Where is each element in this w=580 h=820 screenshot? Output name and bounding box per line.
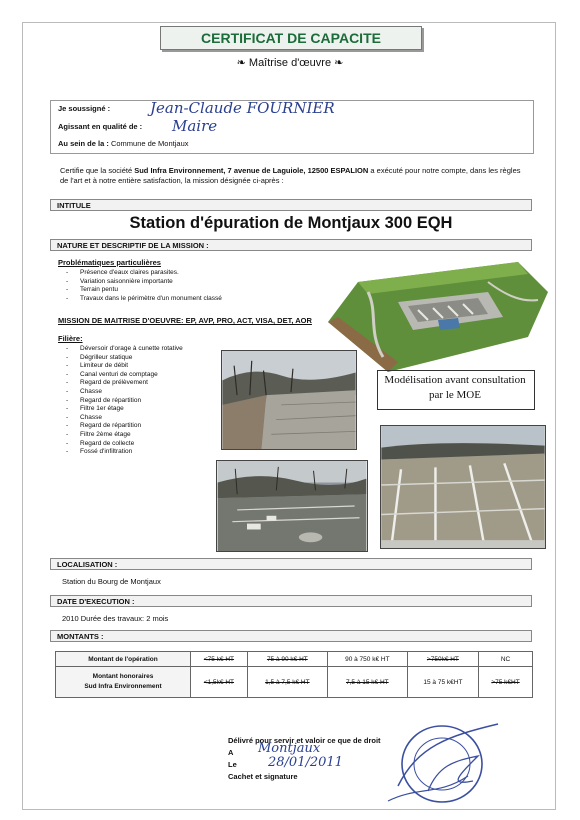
date-sign-label: Le (228, 760, 237, 769)
operation-range-4: >750k€ HT (407, 652, 478, 667)
list-item: - Canal venturi de comptage (66, 371, 216, 380)
certificate-subtitle: ❧ Maîtrise d'œuvre ❧ (236, 57, 344, 69)
site-photo-filters (216, 460, 368, 552)
date-bar: DATE D'EXECUTION : (50, 595, 532, 607)
localisation-value: Station du Bourg de Montjaux (62, 577, 161, 586)
site-photo-filter-detail (380, 425, 546, 549)
fees-range-2: 1,5 à 7,5 k€ HT (247, 667, 327, 698)
list-item: - Chasse (66, 388, 216, 397)
intitule-bar: INTITULE (50, 199, 532, 211)
ornament-right-icon: ❧ (334, 57, 344, 69)
date-value: 2010 Durée des travaux: 2 mois (62, 614, 169, 623)
list-item: - Regard de répartition (66, 397, 216, 406)
table-row (56, 652, 533, 667)
name-label: Je soussigné : (58, 104, 111, 113)
fees-range-4: 15 à 75 k€HT (407, 667, 478, 698)
fees-range-5: >75 k€HT (479, 667, 533, 698)
list-item: - Chasse (66, 414, 216, 423)
list-item: - Dégrilleur statique (66, 354, 216, 363)
list-item: - Terrain pentu (66, 286, 316, 295)
list-item: - Déversoir d'orage à cunette rotative (66, 345, 216, 354)
role-value: Maire (172, 117, 218, 135)
problems-heading: Problématiques particulières (58, 258, 161, 267)
intitule-title: Station d'épuration de Montjaux 300 EQH (129, 214, 453, 232)
fees-range-3: 7,5 à 15 k€ HT (327, 667, 407, 698)
filiere-list (66, 345, 216, 457)
ornament-left-icon: ❧ (236, 57, 246, 69)
place-value: Montjaux (258, 741, 321, 756)
fees-label: Montant honoraires Sud Infra Environnement (56, 667, 191, 698)
nature-bar: NATURE ET DESCRIPTIF DE LA MISSION : (50, 239, 532, 251)
fees-range-1: <1,5k€ HT (191, 667, 248, 698)
list-item: - Regard de répartition (66, 422, 216, 431)
list-item: - Présence d'eaux claires parasites. (66, 269, 316, 278)
montants-bar: MONTANTS : (50, 630, 532, 642)
certify-paragraph: Certifie que la société Sud Infra Environnement, 7 avenue de Laguiole, 12500 ESPALION a exécuté pour notre compte, dans les règles de l'art et à notre entière satisfaction, la mission désignée ci-après : (60, 166, 521, 185)
place-label: A (228, 748, 234, 757)
problems-list (66, 269, 316, 303)
list-item: - Filtre 1er étage (66, 405, 216, 414)
site-photo-slope (221, 350, 357, 450)
role-label: Agissant en qualité de : (58, 122, 143, 131)
filiere-heading: Filière: (58, 334, 83, 343)
list-item: - Variation saisonnière importante (66, 278, 316, 287)
operation-range-2: 75 à 90 k€ HT (247, 652, 327, 667)
name-value: Jean-Claude FOURNIER (150, 99, 335, 117)
list-item: - Regard de collecte (66, 440, 216, 449)
certificate-title: CERTIFICAT DE CAPACITE (160, 26, 422, 50)
list-item: - Filtre 2ème étage (66, 431, 216, 440)
list-item: - Travaux dans le périmètre d'un monument classé (66, 295, 316, 304)
list-item: - Limiteur de débit (66, 362, 216, 371)
operation-range-1: <75 k€ HT (191, 652, 248, 667)
model-render-image (328, 262, 550, 372)
list-item: - Regard de prélèvement (66, 379, 216, 388)
date-sign-value: 28/01/2011 (268, 755, 343, 770)
montants-table (55, 651, 533, 698)
localisation-bar: LOCALISATION : (50, 558, 532, 570)
mission-heading: MISSION DE MAITRISE D'OEUVRE: EP, AVP, PRO, ACT, VISA, DET, AOR (58, 316, 312, 325)
model-caption: Modélisation avant consultation par le MOE (384, 374, 526, 401)
official-stamp (378, 716, 506, 812)
stamp-label: Cachet et signature (228, 772, 298, 781)
operation-range-3: 90 à 750 k€ HT (327, 652, 407, 667)
org-line: Au sein de la : Commune de Montjaux (58, 139, 189, 148)
list-item: - Fossé d'infiltration (66, 448, 216, 457)
table-row (56, 667, 533, 698)
delivery-line: Délivré pour servir et valoir ce que de droit (228, 736, 381, 745)
operation-range-5: NC (479, 652, 533, 667)
operation-amount-label: Montant de l'opération (56, 652, 191, 667)
